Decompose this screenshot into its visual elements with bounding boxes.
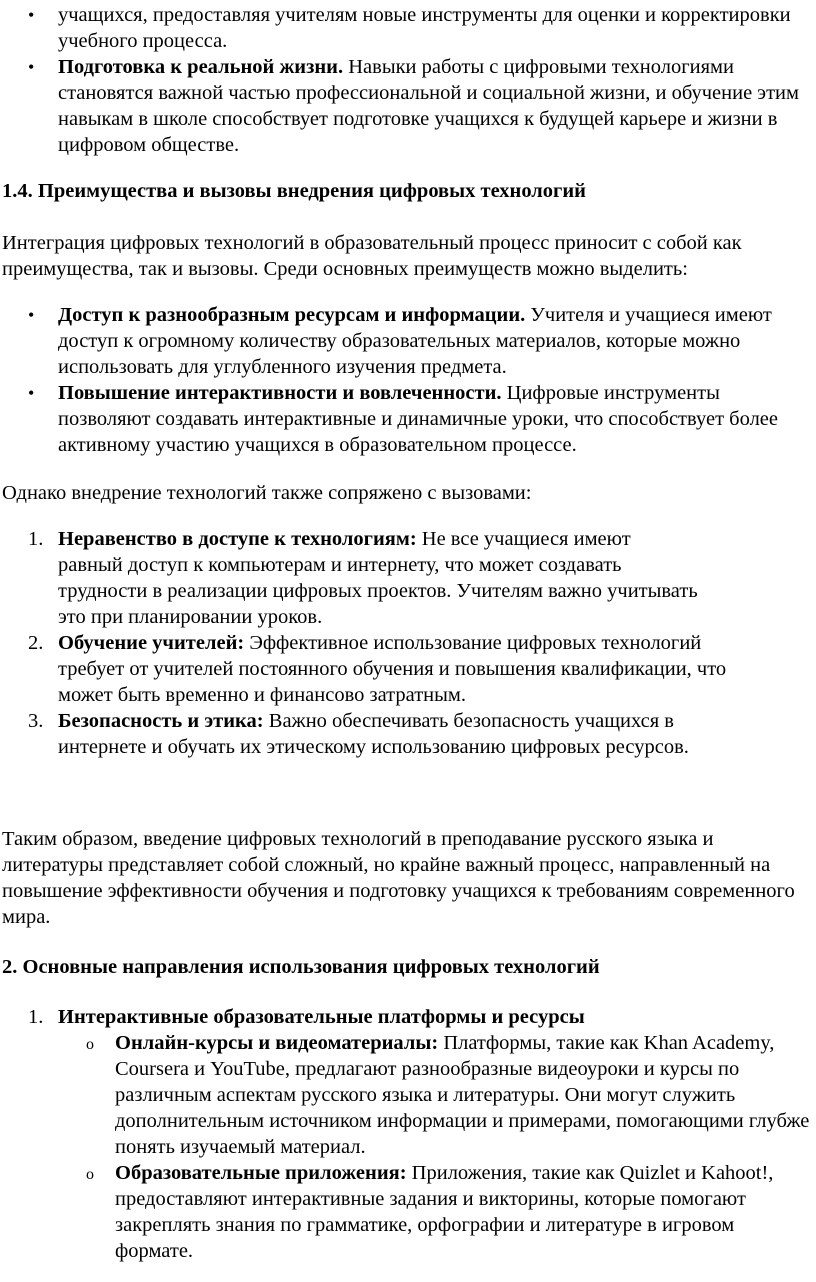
list-item-text: Не все учащиеся имеют равный доступ к компьютерам и интернету, что может создавать трудности в реализации цифровых проектов. Учителям важно учитывать это при планировании уроков. <box>58 528 698 628</box>
list-item-text: Важно обеспечивать безопасность учащихся в интернете и обучать их этическому использованию цифровых ресурсов. <box>58 710 689 758</box>
sublist-item <box>0 1030 813 1160</box>
challenges-list <box>0 526 816 760</box>
list-item-bold-lead: Повышение интерактивности и вовлеченности. <box>58 382 502 404</box>
section-heading-2: 2. Основные направления использования цифровых технологий <box>2 956 600 978</box>
list-item-text: учащихся, предоставляя учителям новые инструменты для оценки и корректировки учебного процесса. <box>58 4 791 52</box>
list-item-bold-lead: Неравенство в доступе к технологиям: <box>58 528 417 550</box>
list-item-bold-lead: Подготовка к реальной жизни. <box>58 56 344 78</box>
paragraph-intro: Интеграция цифровых технологий в образовательный процесс приносит с собой как преимущества, так и вызовы. Среди основных преимуществ можно выделить: <box>2 232 742 280</box>
paragraph-challenges-intro: Однако внедрение технологий также сопряжено с вызовами: <box>2 482 532 504</box>
list-item-text: Учителя и учащиеся имеют доступ к огромному количеству образовательных материалов, которые можно использовать для углубленного изучения предмета. <box>58 304 772 378</box>
top-bullet-list <box>0 2 816 158</box>
list-item-text: Эффективное использование цифровых технологий требует от учителей постоянного обучения и повышения квалификации, что может быть временно и финансово затратным. <box>58 632 727 706</box>
list-item <box>0 708 742 760</box>
list-number: 1. <box>28 528 44 550</box>
sublist-marker: o <box>86 1036 94 1053</box>
list-number: 3. <box>28 710 44 732</box>
list-item-bold-lead: Онлайн-курсы и видеоматериалы: <box>115 1032 439 1054</box>
paragraph-conclusion: Таким образом, введение цифровых технологий в преподавание русского языка и литературы представляет собой сложный, но крайне важный процесс, направленный на повышение эффективности обучения и подготовку учащихся к требованиям современного мира. <box>2 828 795 928</box>
list-item-bold-lead: Безопасность и этика: <box>58 710 264 732</box>
list-number: 2. <box>28 632 44 654</box>
list-item <box>0 1004 814 1030</box>
directions-list <box>0 1004 816 1030</box>
list-item <box>0 630 738 708</box>
list-item <box>0 54 814 158</box>
list-item-text: Приложения, такие как Quizlet и Kahoot!, предоставляют интерактивные задания и викторины, которые помогают закреплять знания по грамматике, орфографии и литературе в игровом формате. <box>115 1162 774 1262</box>
list-item <box>0 2 798 54</box>
sublist-marker: o <box>86 1166 94 1183</box>
list-item <box>0 526 698 630</box>
list-item-text: Цифровые инструменты позволяют создавать интерактивные и динамичные уроки, что способствует более активному участию учащихся в образовательном процессе. <box>58 382 778 456</box>
list-item-bold-lead: Образовательные приложения: <box>115 1162 407 1184</box>
list-item-bold-lead: Обучение учителей: <box>58 632 245 654</box>
section-heading-1-4: 1.4. Преимущества и вызовы внедрения цифровых технологий <box>2 180 586 202</box>
list-item-text: Навыки работы с цифровыми технологиями становятся важной частью профессиональной и социальной жизни, и обучение этим навыкам в школе способствует подготовке учащихся к будущей карьере и жизни в цифровом обществе. <box>58 56 800 156</box>
sublist-item <box>0 1160 813 1264</box>
list-item-bold-lead: Доступ к разнообразным ресурсам и информации. <box>58 304 526 326</box>
list-item <box>0 380 798 458</box>
advantages-list <box>0 302 816 458</box>
list-item <box>0 302 814 380</box>
list-item-text: Платформы, такие как Khan Academy, Coursera и YouTube, предлагают разнообразные видеоуроки и курсы по различным аспектам русского языка и литературы. Они могут служить дополнительным источником информации и примерами, помогающими глубже понять изучаемый материал. <box>115 1032 810 1158</box>
list-item-title: Интерактивные образовательные платформы и ресурсы <box>58 1006 585 1028</box>
list-number: 1. <box>28 1006 44 1028</box>
directions-sublist <box>0 1030 816 1264</box>
